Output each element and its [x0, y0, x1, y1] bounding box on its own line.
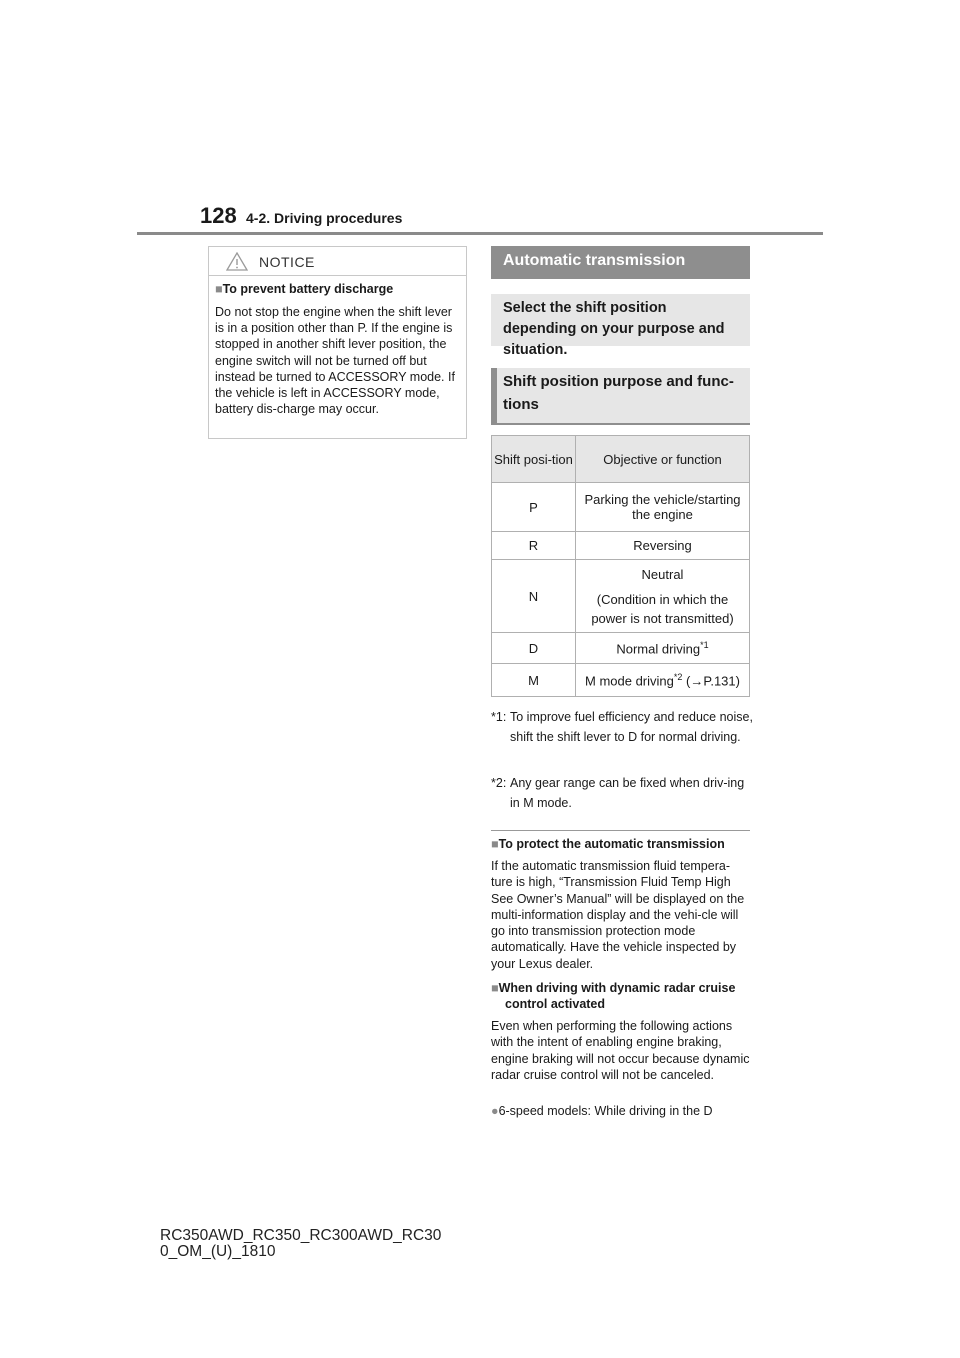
- footnote: [491, 707, 753, 747]
- protect-title: ■To protect the automatic transmission: [491, 837, 725, 851]
- shift-function: Neutral (Condition in which the power is not transmitted): [576, 560, 750, 633]
- chapter-title: 4-2. Driving procedures: [246, 210, 403, 226]
- list-item: ●6-speed models: While driving in the D: [491, 1104, 713, 1118]
- square-bullet-icon: ■: [491, 981, 499, 995]
- shift-function: Parking the vehicle/starting the engine: [576, 483, 750, 532]
- table-row: [492, 560, 750, 633]
- table-header-cell: Shift posi-tion: [492, 436, 576, 483]
- footnote-text: To improve fuel efficiency and reduce noise, shift the shift lever to D for normal driving.: [510, 710, 753, 744]
- radar-body: Even when performing the following actions with the intent of enabling engine braking, engine braking will not occur because dynamic radar cruise control will not be canceled.: [491, 1019, 750, 1082]
- shift-function: Normal driving$^{*1}$: [576, 633, 750, 664]
- table-header-cell: Objective or function: [576, 436, 750, 483]
- footnote: [491, 773, 753, 813]
- shift-position: P: [492, 483, 576, 532]
- circle-bullet-icon: ●: [491, 1104, 499, 1118]
- footnote-ref: *1: [700, 639, 709, 650]
- subsection-heading: Shift position purpose and func-tions: [491, 368, 750, 425]
- notice-header: [209, 247, 466, 276]
- table-row: [492, 664, 750, 697]
- section-divider: [491, 830, 750, 831]
- notice-body: Do not stop the engine when the shift lever is in a position other than P. If the engine is stopped in another shift lever position, the engine switch will not be turned off but instead be turned to ACCESSORY mode. If the vehicle is left in ACCESSORY mode, battery dis-charge may occur.: [215, 305, 455, 417]
- footnote-ref: *2: [673, 671, 683, 682]
- footnote-mark: *2:: [491, 776, 507, 790]
- section-title: Automatic transmission: [491, 246, 750, 279]
- header-rule: [137, 232, 823, 235]
- square-bullet-icon: ■: [215, 282, 223, 296]
- shift-position: N: [492, 560, 576, 633]
- notice-box: [208, 246, 467, 439]
- notice-title: ■To prevent battery discharge: [215, 282, 394, 296]
- document-code: RC350AWD_RC350_RC300AWD_RC30 0_OM_(U)_1810: [160, 1227, 442, 1260]
- shift-position: M: [492, 664, 576, 697]
- shift-position: D: [492, 633, 576, 664]
- table-row: [492, 483, 750, 532]
- footnote-text: Any gear range can be fixed when driv-ing in M mode.: [510, 776, 745, 810]
- section-intro: Select the shift position depending on your purpose and situation.: [491, 294, 750, 346]
- shift-function: M mode driving$^{*2}$ (→P.131): [576, 664, 750, 697]
- protect-body: If the automatic transmission fluid tempera-ture is high, “Transmission Fluid Temp High See Owner’s Manual” will be displayed on the multi-information display and the vehi-cle will go into transmission protection mode automatically. Have the vehicle inspected by your Lexus dealer.: [491, 859, 745, 971]
- page-number: 128: [200, 203, 237, 228]
- shift-position: R: [492, 532, 576, 560]
- table-row: [492, 532, 750, 560]
- warning-triangle-icon: [226, 252, 248, 271]
- square-bullet-icon: ■: [491, 837, 499, 851]
- shift-position-table: [491, 435, 750, 697]
- table-row: [492, 633, 750, 664]
- radar-title: ■When driving with dynamic radar cruise control activated: [491, 981, 736, 1011]
- page-reference-link[interactable]: (→P.131): [686, 673, 740, 689]
- footnote-mark: *1:: [491, 710, 507, 724]
- table-header-row: [492, 436, 750, 483]
- notice-label: NOTICE: [259, 254, 315, 270]
- shift-function: Reversing: [576, 532, 750, 560]
